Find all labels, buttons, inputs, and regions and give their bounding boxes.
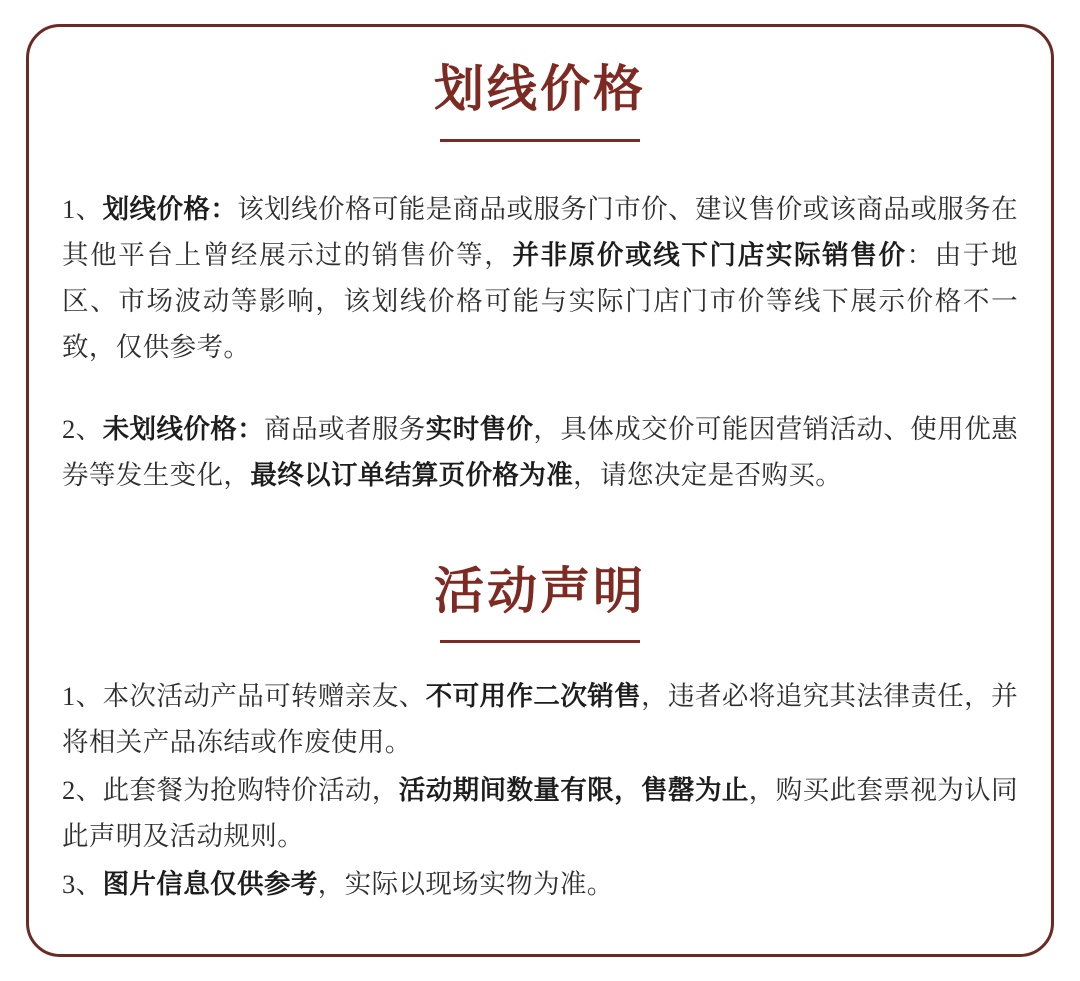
activity-item-list [62,673,1018,907]
paragraph-item [62,406,1018,498]
run-text: 该划线价格可能是商品或服务门市价、建议售价或该商品或服务在其他平台上曾经展示过的销售价等， [62,193,1018,270]
run-text: 商品或者服务 [264,413,426,444]
paragraph-item [62,861,1018,907]
run-text: ：由于地区、市场波动等影响，该划线价格可能与实际门店门市价等线下展示价格不一致，仅供参考。 [62,239,1018,362]
run-text: 此套餐为抢购特价活动， [102,775,399,805]
item-number: 3、 [62,869,103,899]
run-text-bold: 不可用作二次销售 [425,681,642,711]
run-text: ，请您决定是否购买。 [573,459,843,490]
run-text: ，实际以现场实物为准。 [317,869,614,899]
item-lead-term: 划线价格 [102,193,211,224]
item-number: 1、 [62,681,103,711]
title-underline-rule [440,640,640,643]
paragraph-item [62,673,1018,765]
run-text-bold: 最终以订单结算页价格为准 [250,459,574,490]
section-activity-statement [62,542,1018,908]
paragraph-item [62,767,1018,859]
section-title-activity: 活动声明 [434,562,646,619]
run-text-bold: 实时售价 [425,413,534,444]
run-text: ，具体成交价可能因营销活动、使用优惠券等发生变化， [62,413,1019,490]
run-text-bold: 并非原价或线下门店实际销售价 [512,239,907,270]
item-number: 1、 [62,193,103,224]
item-lead-term: 未划线价格 [102,413,238,444]
run-text-bold: 活动期间数量有限，售罄为止 [398,775,749,805]
section-title-price: 划线价格 [434,61,646,117]
paragraph-item [62,186,1018,370]
run-text: 本次活动产品可转赠亲友、 [102,681,426,711]
item-number: 2、 [62,413,103,444]
run-text-bold: 图片信息仅供参考 [102,869,318,899]
item-number: 2、 [62,775,103,805]
title-underline-rule [440,139,640,142]
section-price-strikethrough [62,40,1018,498]
run-text: ，违者必将追究其法律责任，并将相关产品冻结或作废使用。 [62,681,1018,757]
item-lead-separator: ： [237,413,265,444]
run-text: ，购买此套票视为认同此声明及活动规则。 [62,775,1019,851]
item-lead-separator: ： [210,193,238,224]
